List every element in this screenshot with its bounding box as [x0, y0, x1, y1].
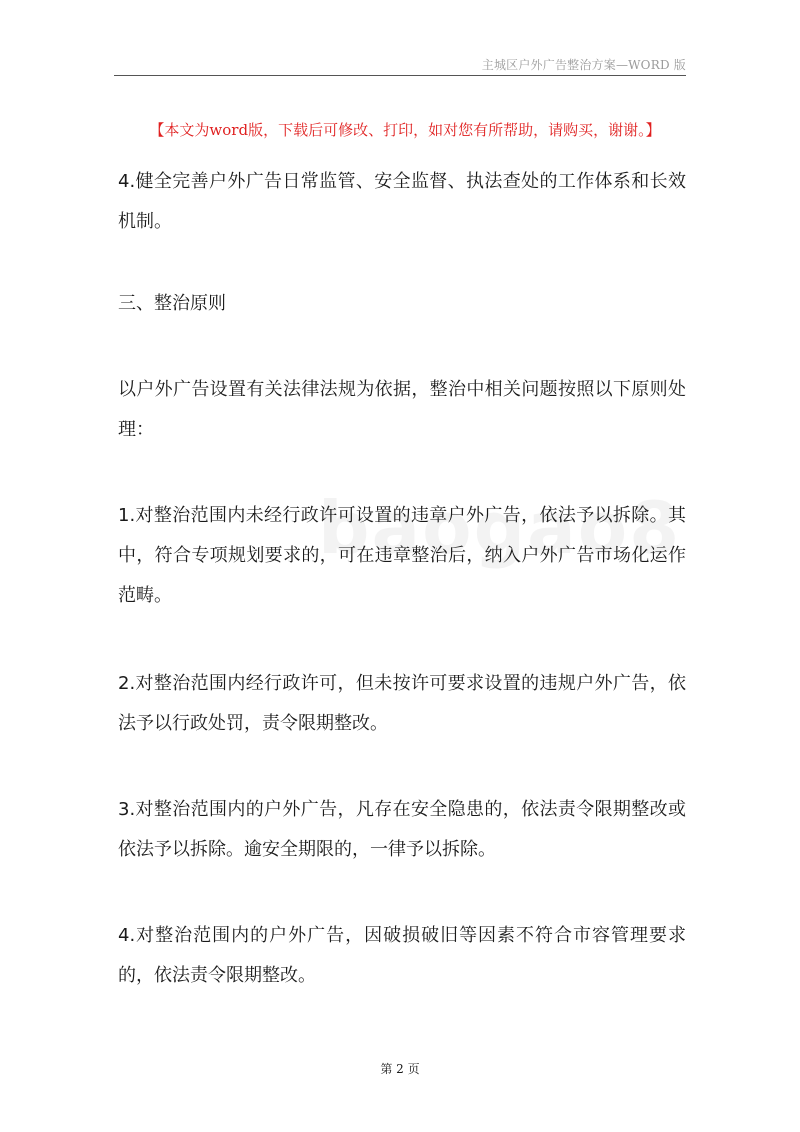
- paragraph-principle-4: 4.对整治范围内的户外广告，因破损破旧等因素不符合市容管理要求的，依法责令限期整改。: [118, 925, 686, 986]
- paragraph-principle-2: 2.对整治范围内经行政许可，但未按许可要求设置的违规户外广告，依法予以行政处罚，责令限期整改。: [118, 673, 686, 734]
- running-header: 主城区户外广告整治方案—WORD 版: [481, 58, 686, 72]
- section-heading-principles: 三、整治原则: [118, 293, 226, 314]
- paragraph-principle-1: 1.对整治范围内未经行政许可设置的违章户外广告，依法予以拆除。其中，符合专项规划要求的，可在违章整治后，纳入户外广告市场化运作范畴。: [118, 505, 686, 606]
- page-number: 第 2 页: [380, 1062, 420, 1076]
- header-divider: [114, 75, 686, 76]
- paragraph-mechanism: 4.健全完善户外广告日常监管、安全监督、执法查处的工作体系和长效机制。: [118, 171, 686, 232]
- purchase-notice: 【本文为word版，下载后可修改、打印，如对您有所帮助，请购买，谢谢。】: [149, 121, 661, 139]
- paragraph-principle-3: 3.对整治范围内的户外广告，凡存在安全隐患的，依法责令限期整改或依法予以拆除。逾安全期限的，一律予以拆除。: [118, 799, 686, 860]
- paragraph-principles-intro: 以户外广告设置有关法律法规为依据，整治中相关问题按照以下原则处理：: [118, 379, 686, 440]
